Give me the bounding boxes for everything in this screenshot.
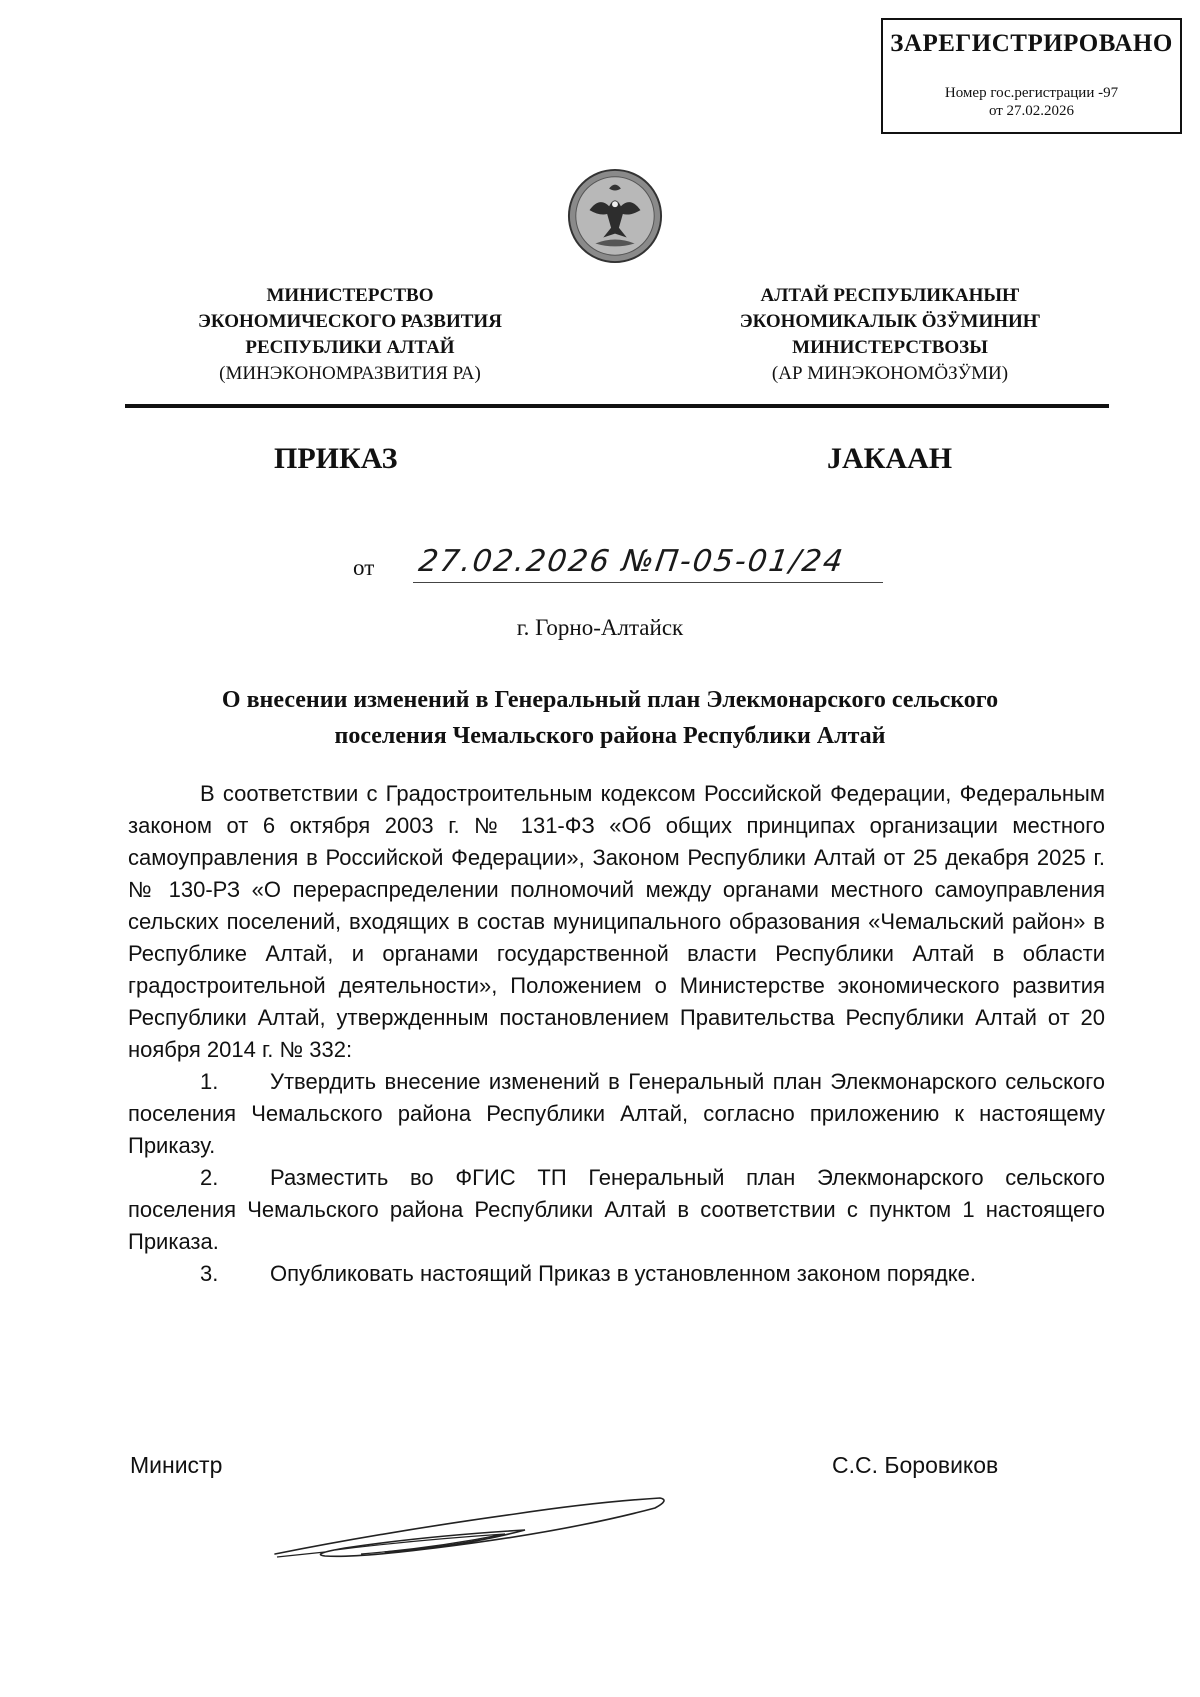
item-number: 3. [200,1261,219,1286]
signatory-name: С.С. Боровиков [832,1452,999,1478]
header-ru-line4: (МИНЭКОНОМРАЗВИТИЯ РА) [219,363,481,384]
item-text: Опубликовать настоящий Приказ в установленном законом порядке. [270,1261,976,1286]
registration-stamp [881,18,1182,134]
header-alt-line1: АЛТАЙ РЕСПУБЛИКАНЫҤ [760,285,1020,306]
header-alt-line2: ЭКОНОМИКАЛЫК ÖЗӰМИНИҤ [739,311,1041,332]
order-title-ru: ПРИКАЗ [274,442,398,475]
subject-line1: О внесении изменений в Генеральный план Элекмонарского сельского [221,687,999,713]
subject-line2: поселения Чемальского района Республики Алтай [334,723,886,749]
body-intro: В соответствии с Градостроительным кодексом Российской Федерации, Федеральным законом от 6 октября 2003 г. № 131-ФЗ «Об общих принципах организации местного самоуправления в Российской Федерации», Законом Республики Алтай от 25 декабря 2025 г. № 130-РЗ «О перераспределении полномочий между органами местного самоуправления сельских поселений, входящих в состав муниципального образования «Чемальский район» в Республике Алтай, и органами государственной власти Республики Алтай в области градостроительной деятельности», Положением о Министерстве экономического развития Республики Алтай, утвержденным постановлением Правительства Республики Алтай от 20 ноября 2014 г. № 332: [128,781,1105,1062]
header-alt-line3: МИНИСТЕРСТВОЗЫ [792,337,988,358]
handwritten-date-number: 27.02.2026 №П-05-01/24 [416,544,847,579]
stamp-title: ЗАРЕГИСТРИРОВАНО [890,30,1173,57]
item-text: Разместить во ФГИС ТП Генеральный план Элекмонарского сельского поселения Чемальского района Республики Алтай в соответствии с пунктом 1 настоящего Приказа. [128,1165,1105,1254]
header-ministry-ru [150,283,550,387]
order-subject [140,682,1080,754]
item-text: Утвердить внесение изменений в Генеральный план Элекмонарского сельского поселения Чемальского района Республики Алтай, согласно приложению к настоящему Приказу. [128,1069,1105,1158]
list-item [128,1066,1105,1162]
header-ru-line2: ЭКОНОМИЧЕСКОГО РАЗВИТИЯ [198,311,502,332]
header-divider [125,404,1109,408]
header-ru-line1: МИНИСТЕРСТВО [266,285,434,306]
coat-of-arms-icon [566,167,664,265]
signatory-position: Министр [130,1452,223,1478]
header-alt-line4: (АР МИНЭКОНОМÖЗӰМИ) [771,363,1009,384]
date-underline [413,582,883,583]
date-prefix: от [353,555,375,580]
order-body [128,778,1105,1290]
stamp-reg-date: от 27.02.2026 [988,103,1075,119]
list-item [128,1258,1105,1290]
item-number: 1. [200,1069,219,1094]
item-number: 2. [200,1165,219,1190]
order-title-altai: JАКААН [827,442,953,475]
header-ministry-altai [690,283,1090,387]
handwritten-signature-icon [265,1462,685,1572]
stamp-reg-number: Номер гос.регистрации -97 [944,85,1119,101]
header-ru-line3: РЕСПУБЛИКИ АЛТАЙ [245,337,455,358]
city: г. Горно-Алтайск [516,615,684,640]
order-date-row [353,544,883,588]
list-item [128,1162,1105,1258]
